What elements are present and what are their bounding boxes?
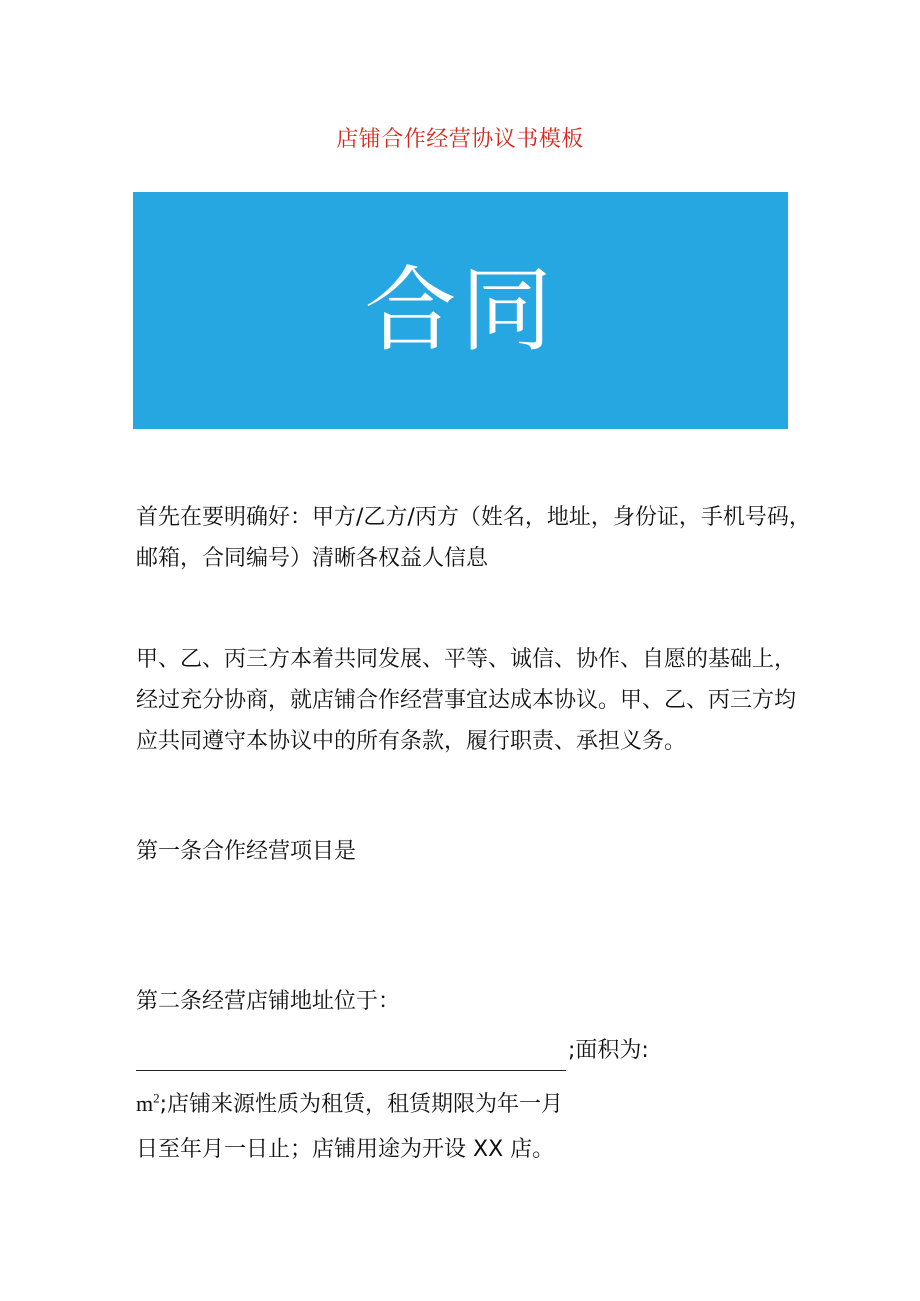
source-line — [136, 1083, 816, 1125]
article-2: 第二条经营店铺地址位于： — [136, 989, 401, 1014]
address-blank[interactable] — [136, 1040, 566, 1071]
article-1: 第一条合作经营项目是 — [136, 839, 357, 864]
unit-m: m — [136, 1091, 154, 1116]
source-text: ;店铺来源性质为租赁，租赁期限为年一月 — [159, 1092, 564, 1117]
contract-banner — [133, 192, 788, 429]
dates-line: 日至年月一日止；店铺用途为开设 XX 店。 — [136, 1137, 555, 1162]
address-line — [136, 1030, 816, 1071]
intro-paragraph: 首先在要明确好：甲方/乙方/丙方（姓名，地址，身份证，手机号码，邮箱，合同编号）清晰各权益人信息 — [136, 505, 811, 571]
preamble-paragraph: 甲、乙、丙三方本着共同发展、平等、诚信、协作、自愿的基础上，经过充分协商，就店铺合作经营事宜达成本协议。甲、乙、丙三方均应共同遵守本协议中的所有条款，履行职责、承担义务。 — [136, 647, 797, 754]
area-label: ;面积为: — [568, 1038, 649, 1063]
document-title: 店铺合作经营协议书模板 — [336, 127, 584, 152]
banner-text: 合同 — [364, 256, 557, 364]
unit-superscript: 2 — [153, 1090, 160, 1106]
